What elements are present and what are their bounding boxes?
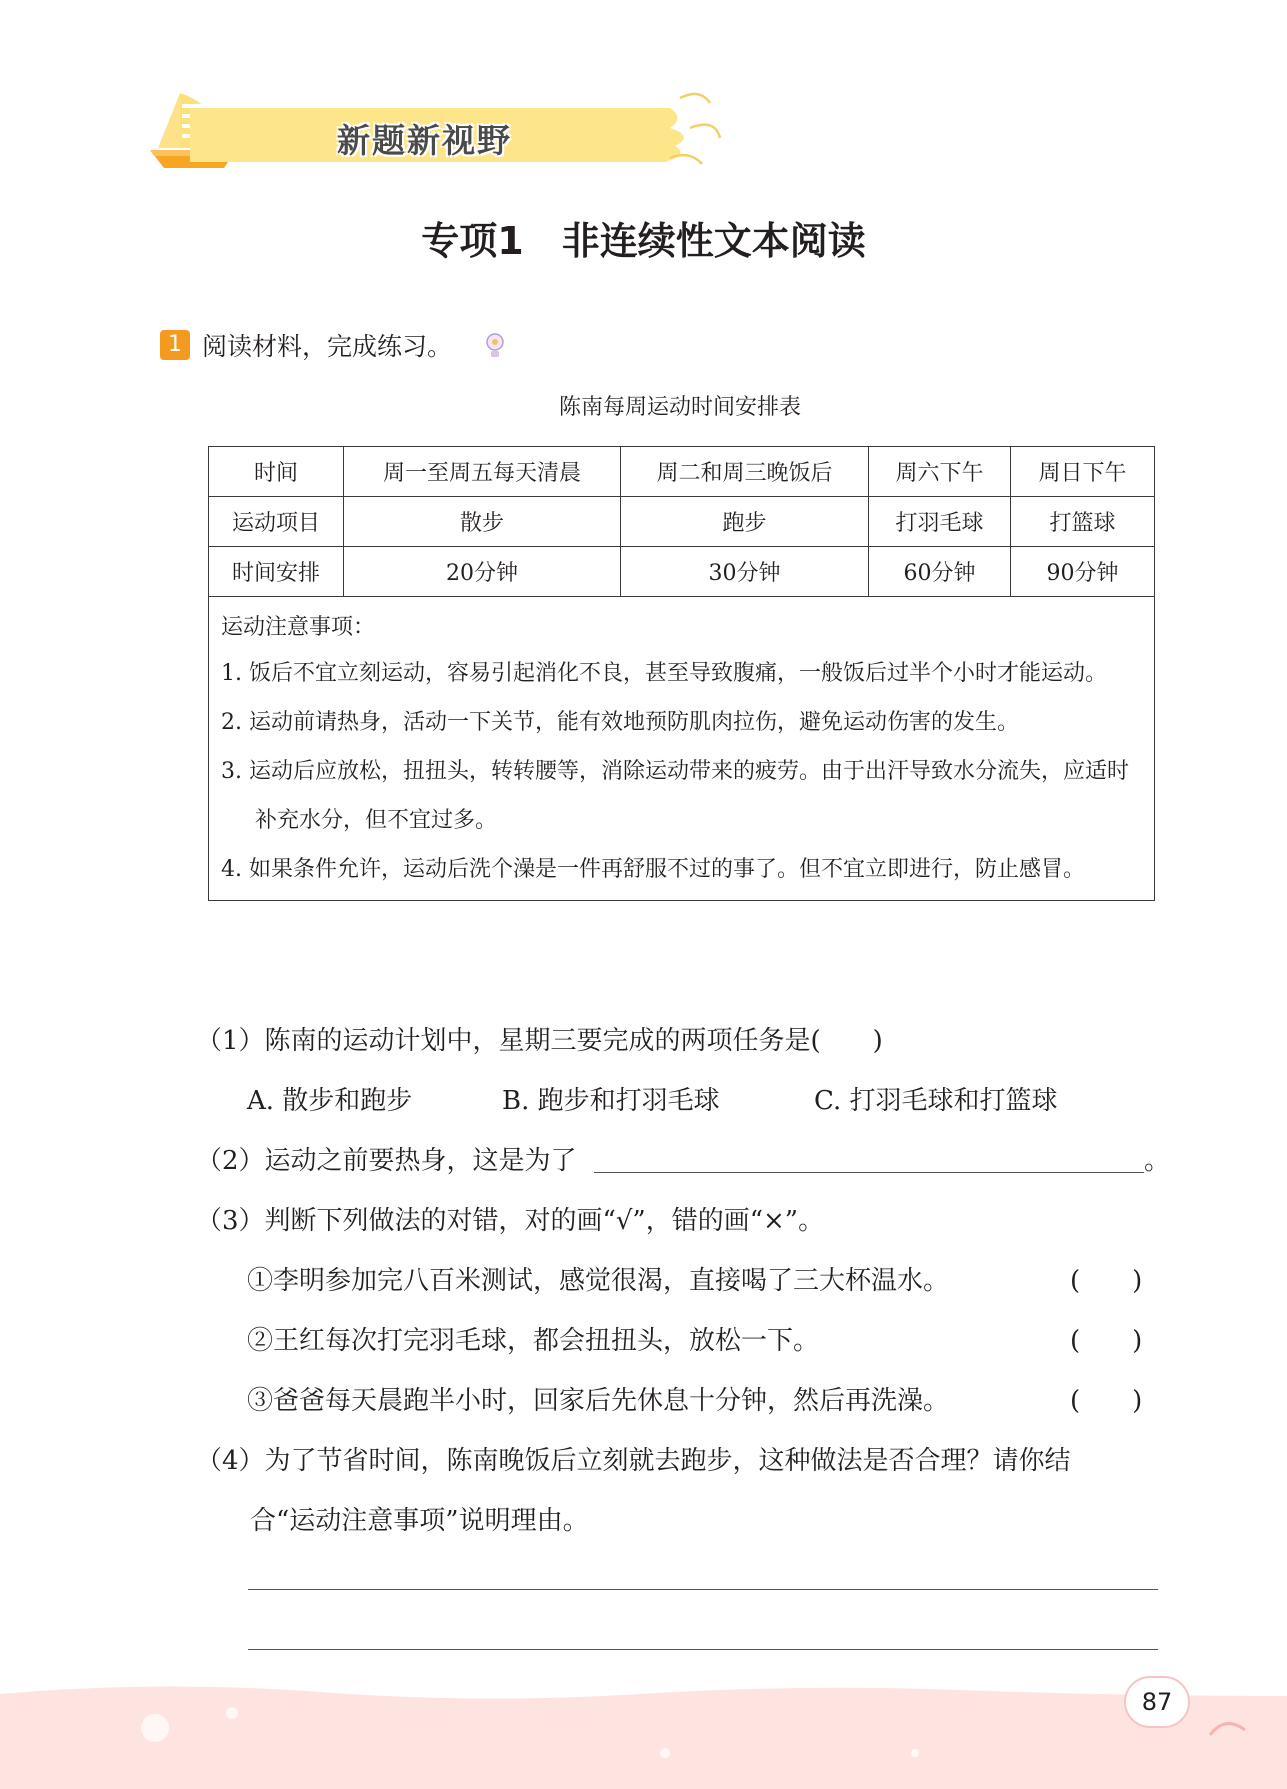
note-item: 3. 运动后应放松，扭扭头，转转腰等，消除运动带来的疲劳。由于出汗导致水分流失，应适时补充水分，但不宜过多。 (221, 759, 1129, 833)
footer-decoration (0, 1680, 1287, 1789)
table-cell: 30分钟 (621, 547, 869, 597)
question-prompt: 阅读材料，完成练习。 (202, 332, 453, 361)
option-a: A. 散步和跑步 (247, 1086, 413, 1116)
table-cell: 打羽毛球 (869, 497, 1011, 547)
table-cell: 60分钟 (869, 547, 1011, 597)
option-b: B. 跑步和打羽毛球 (502, 1086, 720, 1116)
page-number: 87 (1124, 1676, 1190, 1728)
table-cell: 周日下午 (1011, 447, 1155, 497)
page-title: 专项1 非连续性文本阅读 (421, 219, 866, 263)
table-row (209, 447, 1155, 497)
table-cell: 散步 (344, 497, 621, 547)
sub-question-2: （2）运动之前要热身，这是为了 (196, 1146, 577, 1176)
table-cell: 时间安排 (209, 547, 344, 597)
table-cell: 周一至周五每天清晨 (344, 447, 621, 497)
option-c: C. 打羽毛球和打篮球 (814, 1086, 1058, 1116)
answer-line[interactable] (248, 1649, 1158, 1650)
note-item: 4. 如果条件允许，运动后洗个澡是一件再舒服不过的事了。但不宜立即进行，防止感冒。 (221, 857, 1085, 882)
table-row (209, 497, 1155, 547)
sub-question-4: （4）为了节省时间，陈南晚饭后立刻就去跑步，这种做法是否合理？请你结 (196, 1446, 1071, 1476)
sub-question-3: （3）判断下列做法的对错，对的画“√”，错的画“×”。 (196, 1206, 825, 1236)
schedule-table (208, 446, 1155, 901)
note-item: 2. 运动前请热身，活动一下关节，能有效地预防肌肉拉伤，避免运动伤害的发生。 (221, 710, 1019, 735)
sub-question-1: （1）陈南的运动计划中，星期三要完成的两项任务是( ) (196, 1026, 883, 1056)
table-cell: 周二和周三晚饭后 (621, 447, 869, 497)
table-row (209, 547, 1155, 597)
answer-line[interactable] (248, 1589, 1158, 1590)
judge-item: ②王红每次打完羽毛球，都会扭扭头，放松一下。 (247, 1326, 820, 1356)
table-cell: 打篮球 (1011, 497, 1155, 547)
answer-paren[interactable]: ( ) (1070, 1266, 1143, 1296)
question-number-badge: 1 (160, 330, 190, 360)
notes-cell (209, 597, 1155, 901)
notes-title: 运动注意事项： (221, 615, 376, 640)
sub-question-4-cont: 合“运动注意事项”说明理由。 (250, 1506, 589, 1536)
sub-question-2-end: 。 (1144, 1146, 1171, 1176)
table-caption: 陈南每周运动时间安排表 (558, 395, 801, 420)
judge-item: ③爸爸每天晨跑半小时，回家后先休息十分钟，然后再洗澡。 (247, 1386, 950, 1416)
table-cell: 跑步 (621, 497, 869, 547)
table-cell: 周六下午 (869, 447, 1011, 497)
table-cell: 20分钟 (344, 547, 621, 597)
answer-paren[interactable]: ( ) (1070, 1326, 1143, 1356)
answer-paren[interactable]: ( ) (1070, 1386, 1143, 1416)
table-cell: 运动项目 (209, 497, 344, 547)
lightbulb-icon (484, 332, 506, 360)
answer-line[interactable] (594, 1172, 1144, 1173)
note-item: 1. 饭后不宜立刻运动，容易引起消化不良，甚至导致腹痛，一般饭后过半个小时才能运动。 (221, 661, 1107, 686)
judge-item: ①李明参加完八百米测试，感觉很渴，直接喝了三大杯温水。 (247, 1266, 950, 1296)
table-cell: 时间 (209, 447, 344, 497)
section-banner-label: 新题新视野 (337, 121, 512, 160)
table-cell: 90分钟 (1011, 547, 1155, 597)
table-row-notes (209, 597, 1155, 901)
